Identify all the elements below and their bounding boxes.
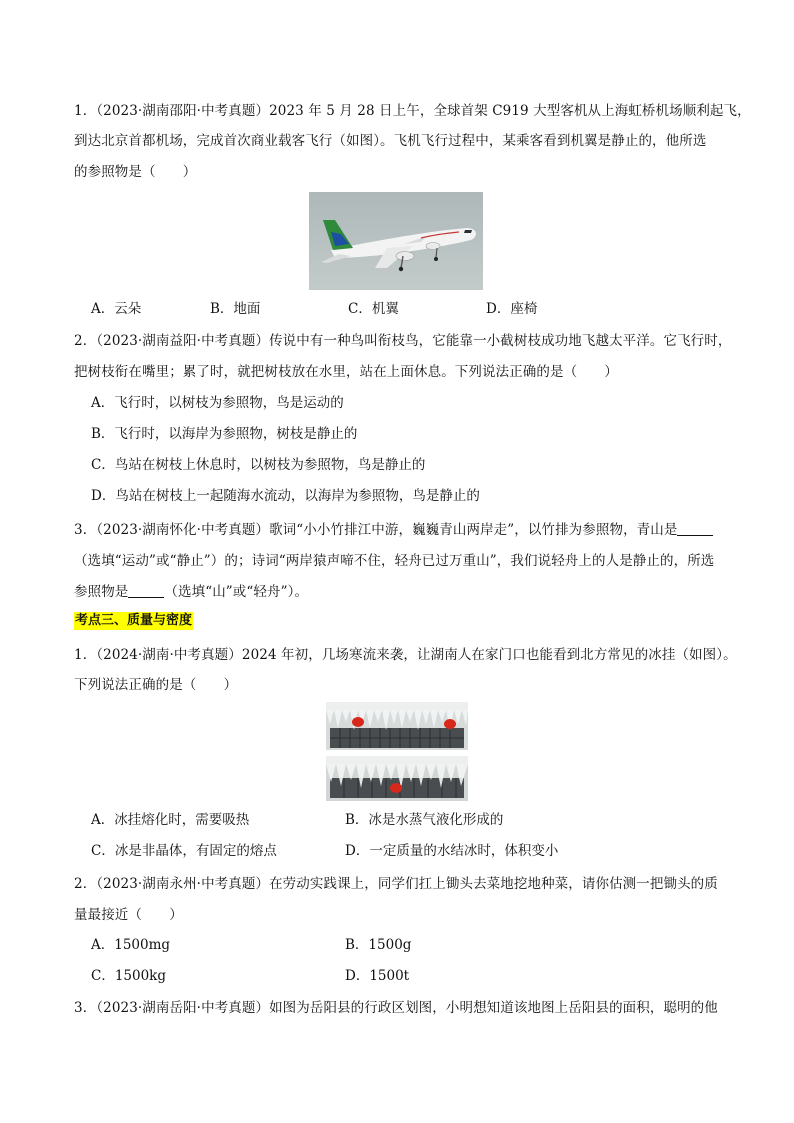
option-a: A．1500mg [91, 937, 171, 953]
option-b: B．飞行时，以海岸为参照物，树枝是静止的 [91, 426, 358, 442]
option-c: C．鸟站在树枝上休息时，以树枝为参照物，鸟是静止的 [91, 457, 426, 473]
airplane-image [309, 192, 483, 290]
option-b: B．地面 [210, 301, 261, 317]
question-text-line [74, 520, 713, 540]
text-segment: （选填“山”或“轻舟”）。 [164, 584, 309, 600]
question-text-line [74, 582, 308, 602]
option-d: D．一定质量的水结冰时，体积变小 [345, 843, 559, 859]
question-text-line: 量最接近（ ） [74, 907, 183, 923]
question-text-line: （选填“运动”或“静止”）的；诗词“两岸猿声啼不住，轻舟已过万重山”，我们说轻舟上的人是静止的，所选 [74, 553, 715, 569]
c919-airplane-photo [309, 192, 483, 290]
option-b: B．1500g [345, 937, 412, 953]
section-heading: 考点三、质量与密度 [75, 613, 193, 628]
option-c: C．机翼 [348, 301, 399, 317]
option-a: A．云朵 [91, 301, 142, 317]
question-text-line: 1．（2023·湖南邵阳·中考真题）2023 年 5 月 28 日上午，全球首架 C919 大型客机从上海虹桥机场顺利起飞， [74, 103, 751, 119]
question-text-line: 2．（2023·湖南益阳·中考真题）传说中有一种鸟叫衔枝鸟，它能靠一小截树枝成功地飞越太平洋。它飞行时， [74, 333, 732, 349]
question-text-line: 下列说法正确的是（ ） [74, 677, 238, 693]
answer-blank [677, 521, 713, 536]
icicles-image [326, 702, 468, 801]
option-a: A．飞行时，以树枝为参照物，鸟是运动的 [91, 395, 344, 411]
answer-blank [128, 583, 164, 598]
question-text-line: 到达北京首都机场，完成首次商业载客飞行（如图）。飞机飞行过程中，某乘客看到机翼是静止的，他所选 [74, 133, 707, 149]
text-segment: 参照物是 [74, 584, 129, 600]
question-text-line: 把树枝衔在嘴里；累了时，就把树枝放在水里，站在上面休息。下列说法正确的是（ ） [74, 364, 618, 380]
question-text-line: 1．（2024·湖南·中考真题）2024 年初，几场寒流来袭，让湖南人在家门口也能看到北方常见的冰挂（如图）。 [74, 647, 737, 663]
question-text-line: 2．（2023·湖南永州·中考真题）在劳动实践课上，同学们扛上锄头去菜地挖地种菜，请你估测一把锄头的质 [74, 876, 718, 892]
question-text-line: 的参照物是（ ） [74, 164, 197, 180]
option-d: D．鸟站在树枝上一起随海水流动，以海岸为参照物，鸟是静止的 [91, 488, 480, 504]
icicles-photo [326, 702, 468, 801]
option-c: C．1500kg [91, 968, 167, 984]
text-segment: 3．（2023·湖南怀化·中考真题）歌词“小小竹排江中游，巍巍青山两岸走”，以竹排为参照物，青山是 [74, 522, 678, 538]
question-text-line: 3．（2023·湖南岳阳·中考真题）如图为岳阳县的行政区划图，小明想知道该地图上岳阳县的面积，聪明的他 [74, 1000, 718, 1016]
option-c: C．冰是非晶体，有固定的熔点 [91, 843, 277, 859]
option-b: B．冰是水蒸气液化形成的 [345, 812, 504, 828]
option-d: D．座椅 [486, 301, 538, 317]
option-d: D．1500t [345, 968, 410, 984]
option-a: A．冰挂熔化时，需要吸热 [91, 812, 250, 828]
